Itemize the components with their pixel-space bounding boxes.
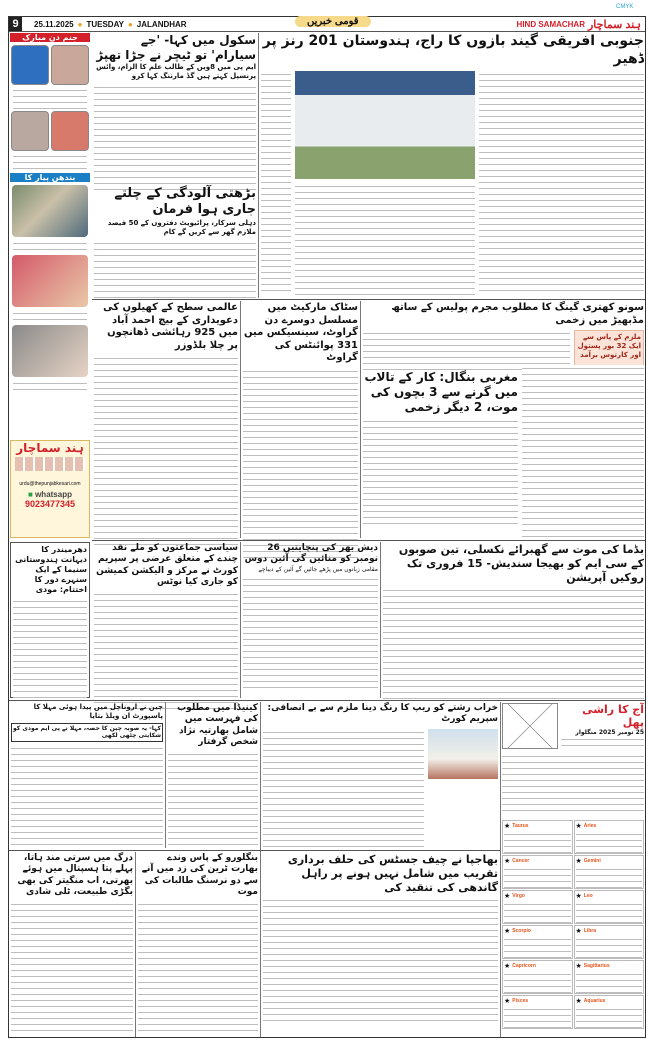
story-cricket <box>261 33 644 296</box>
highlight-box: کہا- یہ صوبہ چین کا حصہ، مہلا نے پی ایم مودی کو شکایتی چٹھی لکھی <box>11 723 163 742</box>
ad-logo: ہند سماچار <box>16 441 84 455</box>
child-photo <box>51 111 89 151</box>
horoscope-text <box>576 866 643 888</box>
kundli-chart <box>502 703 558 749</box>
horoscope-date: 25 نومبر 2025 منگلوار <box>575 729 644 736</box>
divider <box>260 702 261 1037</box>
child-photo <box>11 111 49 151</box>
bullet-icon: ● <box>127 19 133 29</box>
horoscope-text <box>576 901 643 923</box>
headline: کینیڈا میں مطلوب کی فہرست میں شامل بھارتیہ نژاد شخص گرفتار <box>177 703 258 747</box>
supreme-court-photo <box>428 729 498 779</box>
zodiac-sign: Gemini <box>583 858 601 864</box>
story-naxal <box>383 543 644 699</box>
horoscope-text <box>576 936 643 958</box>
horoscope-cell <box>574 960 645 994</box>
headline: سکول میں کہا- 'جے سیارام' تو ٹیچر نے جڑا تھپڑ <box>96 33 256 62</box>
story-ahmedabad <box>94 302 238 550</box>
horoscope-grid <box>502 820 644 1029</box>
article-body <box>243 368 358 563</box>
page-number: 9 <box>9 17 22 31</box>
headline: خراب رشتے کو ریپ کا رنگ دینا ملزم سے بے انصافی: سپریم کورٹ <box>267 703 498 725</box>
ad-email[interactable]: urdu@thepunjabkesari.com <box>19 481 81 487</box>
article-body <box>94 84 256 194</box>
zodiac-sign: Taurus <box>512 823 529 829</box>
article-body <box>11 901 133 1031</box>
headline: بڈما کی موت سے گھبرائے نکسلی، تین صوبوں کے سی ایم کو بھیجا سندیش- 15 فروری تک روکیں آپریشن <box>398 543 644 584</box>
story-bengaluru <box>138 853 258 1031</box>
zodiac-icon: ★ <box>575 962 582 970</box>
caption-text <box>13 87 87 109</box>
panchang-text <box>502 753 644 815</box>
story-bengal <box>363 370 518 528</box>
headline: مغربی بنگال: کار کے تالاب میں گرنے سے 3 بچوں کی موت، 2 دیگر زخمی <box>364 370 518 414</box>
subheadline: مقامی زبانوں میں پڑھے جائیں گے آئین کے دیباچے <box>258 565 378 573</box>
caption-text <box>13 310 87 322</box>
story-stock <box>243 302 358 563</box>
headline: چین نے اروناچل میں پیدا ہوئی مہلا کا پاسپورٹ ان ویلڈ بتایا <box>33 703 163 720</box>
horoscope-cell <box>502 855 573 889</box>
headline: جنوبی افریقی گیند بازوں کا راج، ہندوستان 201 رنز پر ڈھیر <box>262 33 644 67</box>
article-body <box>261 71 291 296</box>
zodiac-icon: ★ <box>504 857 511 865</box>
story-durg <box>11 853 133 1031</box>
article-body <box>263 897 498 1022</box>
article-body <box>561 736 644 750</box>
divider <box>360 301 361 538</box>
subheadline: دہلی سرکار، پرائیویٹ دفتروں کے 50 فیصد ملازم گھر سے کریں گے کام <box>107 218 256 236</box>
anniversary-title: بندھن پیار کا <box>10 173 90 182</box>
zodiac-sign: Aries <box>583 823 597 829</box>
story-donations <box>94 543 238 711</box>
zodiac-sign: Virgo <box>512 893 525 899</box>
horoscope-cell <box>574 820 645 854</box>
caption-text <box>13 153 87 171</box>
zodiac-sign: Pisces <box>512 998 529 1004</box>
zodiac-sign: Cancer <box>512 858 530 864</box>
horoscope-text <box>576 1006 643 1028</box>
divider <box>165 702 166 848</box>
article-body <box>138 901 258 1031</box>
horoscope-text <box>504 831 571 853</box>
zodiac-icon: ★ <box>575 822 582 830</box>
article-body <box>13 598 87 698</box>
divider <box>92 540 645 541</box>
article-body <box>363 330 570 370</box>
article-body <box>243 576 378 691</box>
horoscope-cell <box>574 855 645 889</box>
horoscope-text <box>504 936 571 958</box>
horoscope-text <box>504 901 571 923</box>
zodiac-icon: ★ <box>575 997 582 1005</box>
subheadline: ایم پی میں 8ویں کے طالب علم کا الزام، وائس پرنسپل کہتے ہیں گڈ مارننگ کہا کرو <box>96 63 256 81</box>
divider <box>258 33 259 298</box>
brand-name: HIND SAMACHAR <box>516 19 585 29</box>
logo: ہند سماچار <box>588 18 641 31</box>
article-body <box>11 745 163 855</box>
zodiac-icon: ★ <box>504 962 511 970</box>
zodiac-icon: ★ <box>504 892 511 900</box>
article-body <box>363 418 518 528</box>
zodiac-sign: Sagittarius <box>583 963 610 969</box>
divider <box>380 542 381 698</box>
horoscope-cell <box>502 925 573 959</box>
zodiac-icon: ★ <box>504 997 511 1005</box>
story-canada <box>168 703 258 856</box>
city: JALANDHAR <box>136 19 187 29</box>
couple-photo <box>12 255 88 307</box>
story-gang <box>363 302 644 370</box>
zodiac-sign: Scorpio <box>512 928 531 934</box>
whatsapp-icon: ■ <box>28 490 33 499</box>
zodiac-sign: Libra <box>583 928 597 934</box>
child-photo <box>51 45 89 85</box>
headline: دیش بھر کی پنچایتیں 26 نومبر کو منائیں گی آئین دوس <box>244 543 378 565</box>
zodiac-sign: Capricorn <box>512 963 536 969</box>
zodiac-sign: Leo <box>583 893 593 899</box>
headline: عالمی سطح کے کھیلوں کی دعویداری کے بیچ احمد آباد میں 925 رہائشی ڈھانچوں پر چلا بلڈوزر <box>103 302 238 351</box>
story-panchayat <box>243 543 378 691</box>
divider <box>240 301 241 538</box>
horoscope-text <box>504 1006 571 1028</box>
highlight-box: ملزم کے پاس سے ایک 32 بور پستول اور کارتوس برآمد <box>574 330 644 370</box>
zodiac-icon: ★ <box>575 927 582 935</box>
bullet-icon: ● <box>77 19 83 29</box>
horoscope-cell <box>574 925 645 959</box>
divider <box>9 700 645 701</box>
child-photo <box>11 45 49 85</box>
divider <box>9 31 645 32</box>
story-pollution <box>94 186 256 300</box>
page-header <box>9 17 645 31</box>
birthday-title: جنم دن مبارک <box>10 33 90 42</box>
horoscope-text <box>576 971 643 993</box>
headline: بھاجپا نے چیف جسٹس کی حلف برداری تقریب میں شامل نہیں ہونے پر راہل گاندھی کی تنقید کی <box>287 853 498 894</box>
headline: سٹاک مارکیٹ میں مسلسل دوسرے دن گراوٹ، سینسیکس میں 331 پوائنٹس کی گراوٹ <box>244 302 358 363</box>
divider <box>92 299 645 300</box>
zodiac-icon: ★ <box>575 892 582 900</box>
headline: سیاسی جماعتوں کو ملے نقد چندے کے متعلق عرضی پر سپریم کورٹ نے مرکز و الیکشن کمیشن کو جاری کیا نوٹس <box>96 543 238 587</box>
headline: درگ میں سرتی مند ہاتا، پہلے پتا ہسپتال میں ہوئے بھرتی، اب منگیتر کی بھی بگڑی طبیعت، ٹلی شادی <box>17 853 133 897</box>
article-body <box>94 591 238 711</box>
ad-photos <box>15 457 85 471</box>
horoscope-text <box>576 831 643 853</box>
caption-text <box>13 240 87 252</box>
couple-photo <box>12 325 88 377</box>
horoscope-cell <box>502 890 573 924</box>
divider <box>240 542 241 698</box>
divider <box>500 702 501 1037</box>
story-school <box>94 33 256 194</box>
headline: سونو کھتری گینگ کا مطلوب مجرم پولیس کے ساتھ مڈبھیڑ میں زخمی <box>391 302 644 326</box>
article-body <box>479 71 644 296</box>
headline: بنگلورو کے پاس وندے بھارت ٹرین کی زد میں آنے سے دو نرسنگ طالبات کی موت <box>141 853 258 897</box>
horoscope-text <box>504 866 571 888</box>
advertisement <box>10 440 90 538</box>
headline: دھرمیندر کا دیہانت ہندوستانی سنیما کے ایک سنہرے دور کا اختتام: مودی <box>15 545 87 594</box>
horoscope-text <box>504 971 571 993</box>
day: TUESDAY <box>86 19 124 29</box>
birthday-section <box>10 33 90 390</box>
article-body <box>94 355 238 550</box>
horoscope-cell <box>574 995 645 1029</box>
headline: بڑھتی آلودگی کے چلتے جاری ہوا فرمان <box>114 186 256 218</box>
article-body <box>522 365 644 537</box>
print-mark: CMYK <box>616 4 634 10</box>
zodiac-icon: ★ <box>504 927 511 935</box>
divider <box>9 850 500 851</box>
horoscope-cell <box>574 890 645 924</box>
zodiac-sign: Aquarius <box>583 998 606 1004</box>
article-body <box>94 240 256 300</box>
section-title: قومی خبریں <box>295 16 371 27</box>
whatsapp-label: whatsapp <box>35 490 72 499</box>
article-body <box>295 183 475 296</box>
divider <box>135 852 136 1037</box>
couple-photo <box>12 185 88 237</box>
horoscope-title: آج کا راشی پھل <box>582 703 644 729</box>
story-bjp <box>263 853 498 1022</box>
article-body <box>383 587 644 699</box>
horoscope <box>502 703 644 815</box>
zodiac-icon: ★ <box>575 857 582 865</box>
zodiac-icon: ★ <box>504 822 511 830</box>
horoscope-cell <box>502 960 573 994</box>
sidebar-story <box>10 542 90 698</box>
cricket-photo <box>295 71 475 179</box>
story-court <box>263 703 498 849</box>
horoscope-cell <box>502 995 573 1029</box>
story-china <box>11 703 163 855</box>
caption-text <box>13 380 87 390</box>
date: 25.11.2025 <box>34 19 74 29</box>
ad-phone[interactable]: 9023477345 <box>24 499 76 509</box>
horoscope-cell <box>502 820 573 854</box>
article-body <box>168 751 258 856</box>
article-body <box>263 729 424 849</box>
